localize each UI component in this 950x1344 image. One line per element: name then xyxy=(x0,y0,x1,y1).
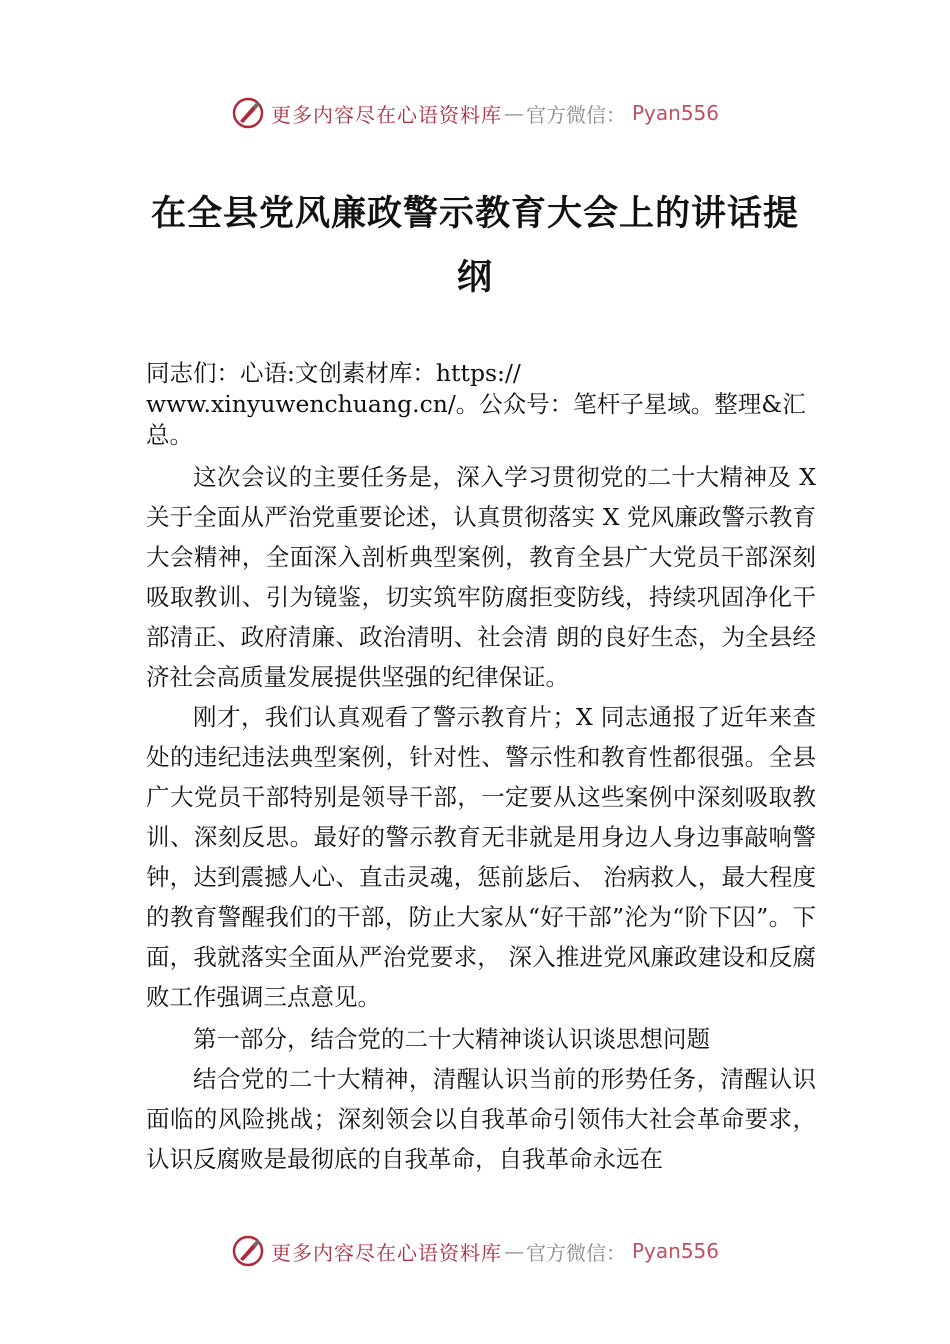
banner-text: 更多内容尽在心语资料库 xyxy=(270,102,502,127)
greeting: 同志们：心语:文创素材库：https:// www.xinyuwenchuang.cn/。公众号：笔杆子星域。整理&汇总。 xyxy=(146,359,806,449)
banner-dash: — xyxy=(503,101,524,125)
footer-banner xyxy=(0,1234,950,1268)
banner-wechat-id: Pyan556 xyxy=(631,1239,719,1263)
document-body xyxy=(146,358,816,1179)
banner-label: 官方微信： xyxy=(525,102,626,127)
banner-text: 更多内容尽在心语资料库 xyxy=(270,1240,502,1265)
section-heading: 第一部分，结合党的二十大精神谈认识谈思想问题 xyxy=(193,1025,710,1053)
banner-label: 官方微信： xyxy=(525,1240,626,1265)
document-title: 在全县党风廉政警示教育大会上的讲话提纲 xyxy=(150,193,799,298)
paragraph: 这次会议的主要任务是，深入学习贯彻党的二十大精神及 X 关于全面从严治党重要论述，认真贯彻落实 X 党风廉政警示教育大会精神，全面深入剖析典型案例，教育全县广大党员干部深刻吸取教训、引为镜鉴，切实筑牢防腐拒变防线，持续巩固净化干部清正、政府清廉、政治清明、社会清 朗的良好生态，为全县经济社会高质量发展提供坚强的纪律保证。 xyxy=(146,463,816,691)
paragraph: 结合党的二十大精神，清醒认识当前的形势任务，清醒认识面临的风险挑战；深刻领会以自我革命引领伟大社会革命要求，认识反腐败是最彻底的自我革命，自我革命永远在 xyxy=(146,1065,816,1173)
pen-logo-icon xyxy=(231,1234,265,1268)
paragraph: 刚才，我们认真观看了警示教育片；X 同志通报了近年来查处的违纪违法典型案例，针对性、警示性和教育性都很强。全县广大党员干部特别是领导干部，一定要从这些案例中深刻吸取教训、深刻反思。最好的警示教育无非就是用身边人身边事敲响警钟，达到震撼人心、直击灵魂，惩前毖后、 治病救人，最大程度的教育警醒我们的干部，防止大家从“好干部”沦为“阶下囚”。下面，我就落实全面从严治党要求， 深入推进党风廉政建设和反腐败工作强调三点意见。 xyxy=(146,703,816,1011)
pen-logo-icon xyxy=(231,96,265,130)
banner-dash: — xyxy=(503,1239,524,1263)
banner-wechat-id: Pyan556 xyxy=(631,101,719,125)
header-banner xyxy=(0,96,950,130)
